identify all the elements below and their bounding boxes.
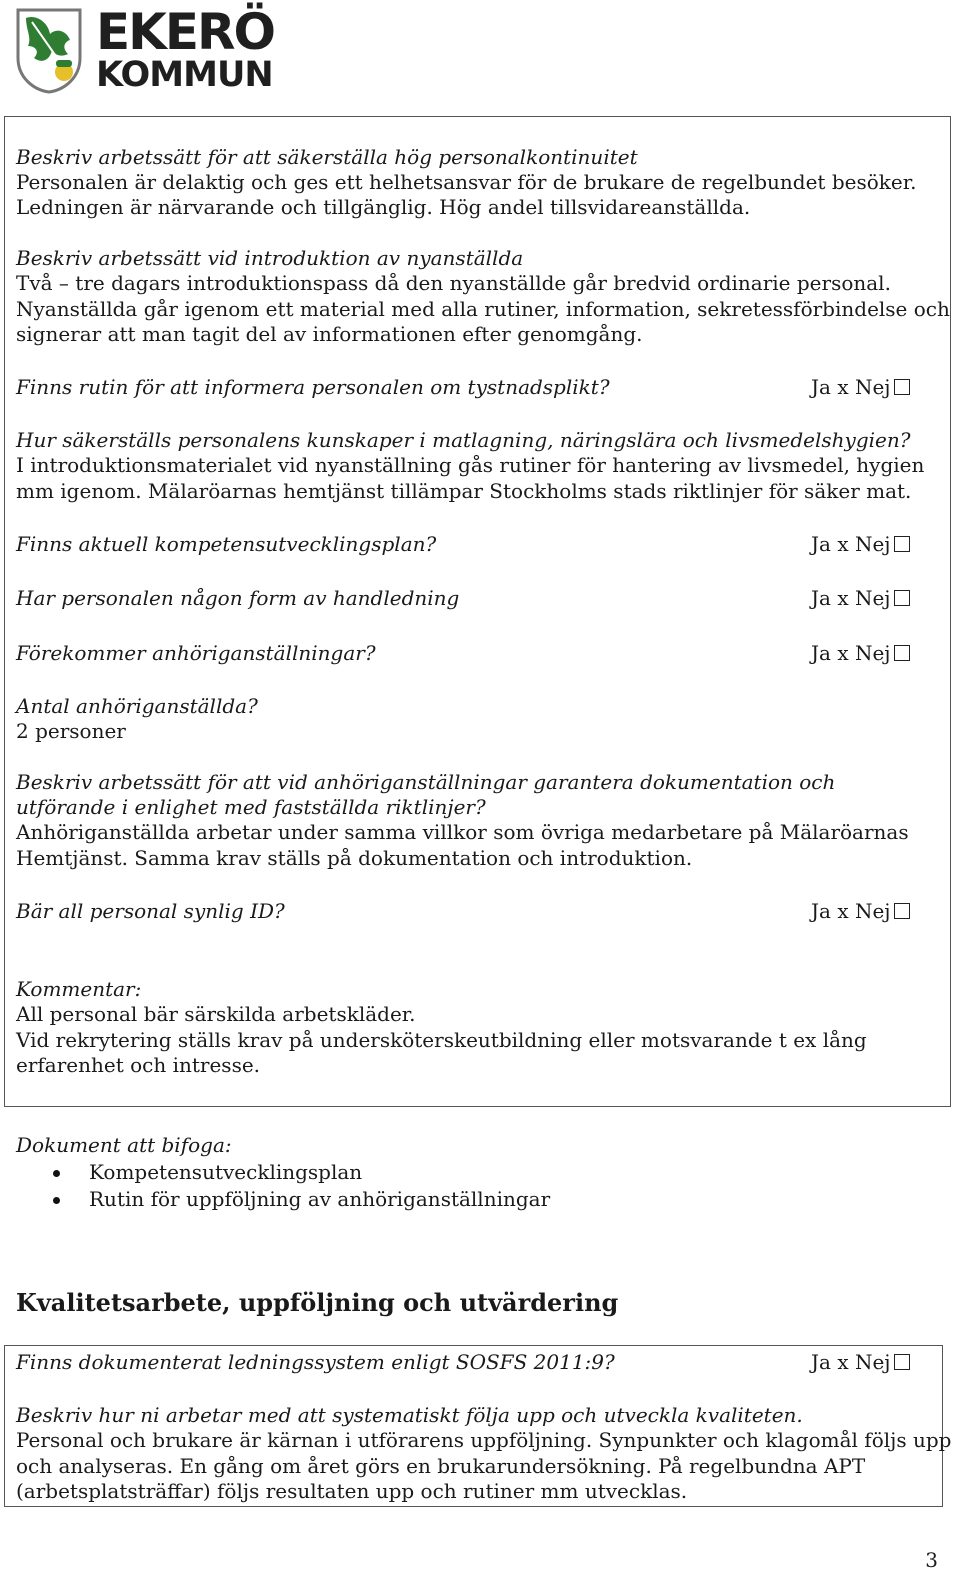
yes-label: Ja [811,375,831,399]
question-relatives-method-line1: Beskriv arbetssätt för att vid anhöriganställningar garantera dokumentation och [16,770,836,794]
no-checkbox[interactable] [894,379,910,395]
no-label: Nej [854,586,891,610]
oak-leaf-shield-icon [14,6,84,94]
answer-relatives-method-line2: Hemtjänst. Samma krav ställs på dokumentation och introduktion. [16,846,693,870]
question-continuity: Beskriv arbetssätt för att säkerställa hög personalkontinuitet [16,145,638,169]
logo-text-ekero: EKERÖ [96,3,275,61]
comment-line1: All personal bär särskilda arbetskläder. [16,1002,416,1026]
answer-relatives-method-line1: Anhöriganställda arbetar under samma villkor som övriga medarbetare på Mälaröarnas [16,820,909,844]
question-quality-work: Beskriv hur ni arbetar med att systematiskt följa upp och utveckla kvaliteten. [16,1403,803,1427]
question-competence-plan: Finns aktuell kompetensutvecklingsplan? [16,532,437,556]
yes-no-management-system [811,1350,910,1375]
no-checkbox[interactable] [894,903,910,919]
yes-label: Ja [811,532,831,556]
yes-no-confidentiality [811,375,910,400]
no-label: Nej [854,375,891,399]
question-visible-id: Bär all personal synlig ID? [16,899,285,923]
yes-no-competence-plan [811,532,910,557]
attachments-label: Dokument att bifoga: [16,1133,232,1157]
yes-mark[interactable]: x [837,532,849,556]
question-introduction: Beskriv arbetssätt vid introduktion av nyanställda [16,246,524,270]
yes-no-supervision [811,586,910,611]
yes-mark[interactable]: x [837,586,849,610]
yes-label: Ja [811,899,831,923]
answer-relatives-count: 2 personer [16,719,126,743]
answer-quality-line1: Personal och brukare är kärnan i utförarens uppföljning. Synpunkter och klagomål följs upp [16,1428,952,1452]
no-label: Nej [854,641,891,665]
ekero-kommun-logo [14,3,275,96]
answer-food-line2: mm igenom. Mälaröarnas hemtjänst tillämpar Stockholms stads riktlinjer för säker mat. [16,479,912,503]
comment-label: Kommentar: [16,977,142,1001]
question-relatives-count: Antal anhöriganställda? [16,694,258,718]
answer-introduction-line3: signerar att man tagit del av informationen efter genomgång. [16,322,643,346]
no-checkbox[interactable] [894,590,910,606]
yes-label: Ja [811,641,831,665]
attachment-item: Rutin för uppföljning av anhöriganställningar [89,1187,551,1211]
yes-mark[interactable]: x [837,899,849,923]
bullet-icon [53,1170,60,1177]
section-heading-quality: Kvalitetsarbete, uppföljning och utvärdering [16,1288,619,1317]
question-supervision: Har personalen någon form av handledning [16,586,460,610]
yes-mark[interactable]: x [837,641,849,665]
yes-mark[interactable]: x [837,1350,849,1374]
attachment-item: Kompetensutvecklingsplan [89,1160,363,1184]
answer-introduction-line1: Två – tre dagars introduktionspass då den nyanställde går bredvid ordinarie personal. [16,271,891,295]
no-label: Nej [854,899,891,923]
bullet-icon [53,1197,60,1204]
no-checkbox[interactable] [894,536,910,552]
answer-introduction-line2: Nyanställda går igenom ett material med alla rutiner, information, sekretessförbindelse och [16,297,950,321]
no-label: Nej [854,532,891,556]
page-number: 3 [925,1548,938,1572]
yes-no-visible-id [811,899,910,924]
question-relatives-method-line2: utförande i enlighet med fastställda riktlinjer? [16,795,486,819]
question-relatives: Förekommer anhöriganställningar? [16,641,376,665]
answer-food-line1: I introduktionsmaterialet vid nyanställning gås rutiner för hantering av livsmedel, hygien [16,453,925,477]
yes-label: Ja [811,586,831,610]
answer-quality-line3: (arbetsplatsträffar) följs resultaten upp och rutiner mm utvecklas. [16,1479,688,1503]
answer-continuity-line2: Ledningen är närvarande och tillgänglig. Hög andel tillsvidareanställda. [16,195,751,219]
logo-text-kommun: KOMMUN [96,55,273,95]
question-management-system: Finns dokumenterat ledningssystem enligt SOSFS 2011:9? [16,1350,615,1374]
yes-label: Ja [811,1350,831,1374]
answer-quality-line2: och analyseras. En gång om året görs en brukarundersökning. På regelbundna APT [16,1454,866,1478]
question-confidentiality: Finns rutin för att informera personalen om tystnadsplikt? [16,375,610,399]
comment-line2: Vid rekrytering ställs krav på undersköterskeutbildning eller motsvarande t ex lång [16,1028,867,1052]
comment-line3: erfarenhet och intresse. [16,1053,261,1077]
answer-continuity-line1: Personalen är delaktig och ges ett helhetsansvar för de brukare de regelbundet besöker. [16,170,917,194]
question-food-knowledge: Hur säkerställs personalens kunskaper i matlagning, näringslära och livsmedelshygien? [16,428,911,452]
yes-no-relatives [811,641,910,666]
yes-mark[interactable]: x [837,375,849,399]
no-checkbox[interactable] [894,1354,910,1370]
no-label: Nej [854,1350,891,1374]
no-checkbox[interactable] [894,645,910,661]
